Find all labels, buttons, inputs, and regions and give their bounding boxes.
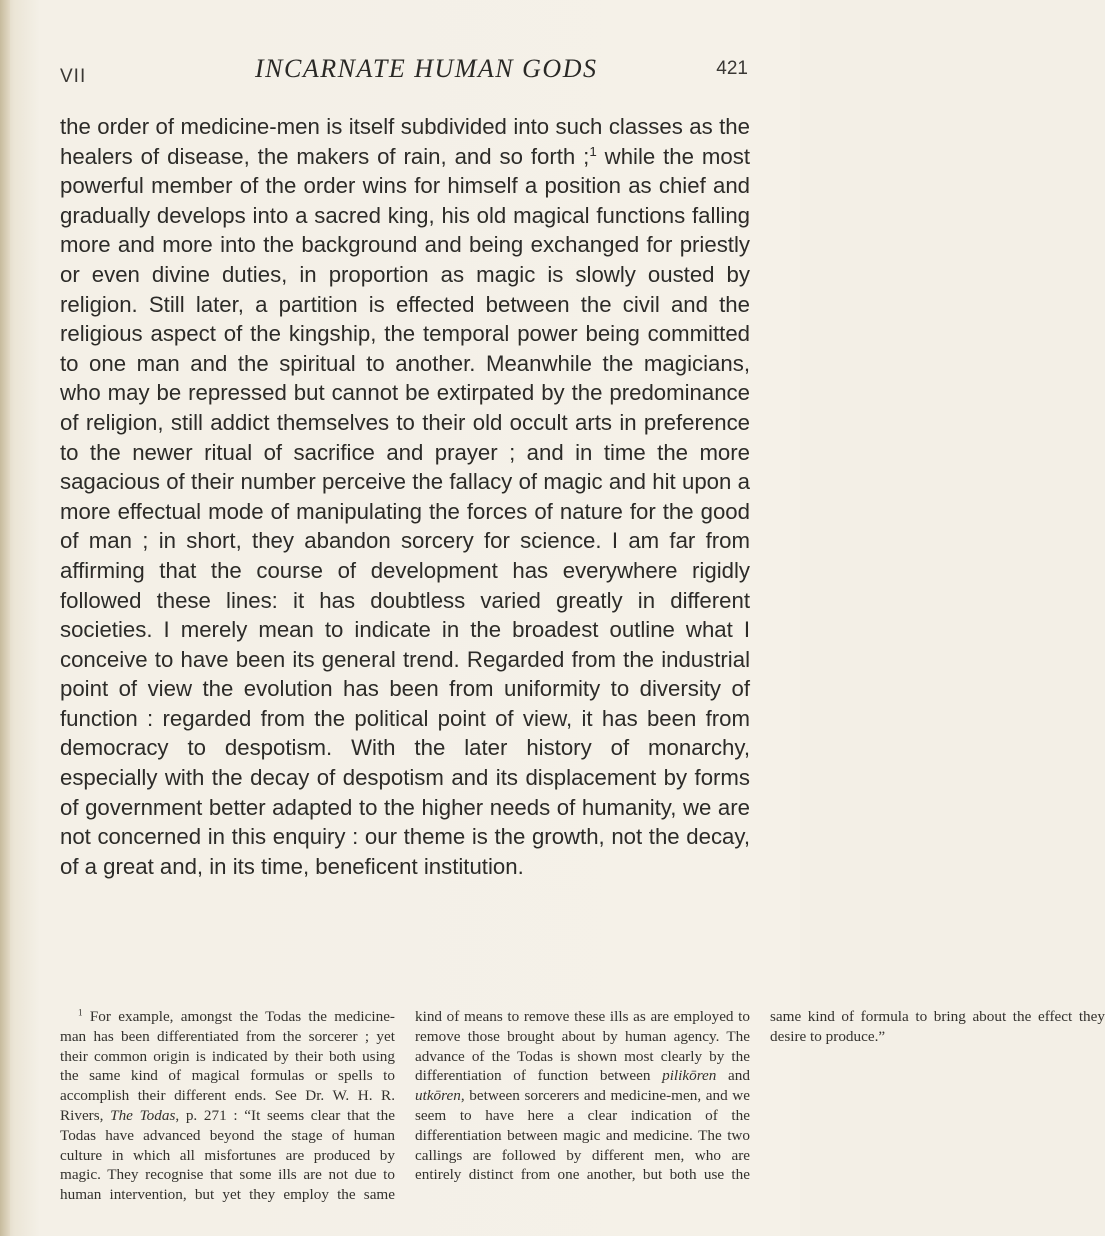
footnote-1 bbox=[60, 1007, 1105, 1207]
running-header bbox=[60, 50, 750, 90]
footnote-and: and bbox=[716, 1067, 750, 1085]
main-text bbox=[60, 112, 750, 881]
footnote-reference: 1 bbox=[589, 143, 597, 159]
page-gutter bbox=[0, 0, 10, 1236]
text-segment-1: the order of medicine-men is itself subdivided into such classes as the healers of disease, the makers of rain, and so forth ; bbox=[60, 114, 750, 169]
footnotes bbox=[60, 1007, 1105, 1207]
page-number: 421 bbox=[716, 58, 748, 79]
footnote-book-title: The Todas bbox=[110, 1106, 176, 1124]
footnote-text-2: , p. 271 : “It seems clear that the Todas have advanced beyond the stage of human culture in which all misfortunes are produced by magic. They recognise that some ills are not due to human intervention, but yet they employ the same kind of means to remove these ills as are employed to remove those brought about by human agency. The advance of the Todas is shown most clearly by the differentiation of function between bbox=[60, 1008, 750, 1204]
text-segment-2: while the most powerful member of the order wins for himself a position as chief and gradually develops into a sacred king, his old magical functions falling more and more into the background and being exchanged for priestly or even divine duties, in proportion as magic is slowly ousted by religion. Still later, a partition is effected between the civil and the religious aspect of the kingship, the temporal power being committed to one man and the spiritual to another. Meanwhile the magicians, who may be repressed but cannot be extirpated by the predominance of religion, still addict themselves to their old occult arts in preference to the newer ritual of sacrifice and prayer ; and in time the more sagacious of their number perceive the fallacy of magic and hit upon a more effectual mode of manipulating the forces of nature for the good of man ; in short, they abandon sorcery for science. I am far from affirming that the course of development has everywhere rigidly followed these lines: it has doubtless varied greatly in different societies. I merely mean to indicate in the broadest outline what I conceive to have been its general trend. Regarded from the industrial point of view the evolution has been from uniformity to diversity of function : regarded from the political point of view, it has been from democracy to despotism. With the later history of monarchy, especially with the decay of despotism and its displacement by forms of government better adapted to the higher needs of humanity, we are not concerned in this enquiry : our theme is the growth, not the decay, of a great and, in its time, beneficent institution. bbox=[60, 143, 750, 879]
footnote-marker: 1 bbox=[78, 1007, 83, 1018]
running-title: INCARNATE HUMAN GODS bbox=[255, 54, 598, 83]
footnote-term-1: pilikōren bbox=[662, 1067, 717, 1085]
footnote-term-2: utkōren bbox=[415, 1087, 461, 1105]
chapter-number: VII bbox=[60, 66, 87, 87]
footnote-text-3: , between sorcerers and medicine-men, and we seem to have here a clear indication of the differentiation between magic and medicine. The two callings are followed by different men, who are entirely distinct from one another, but both use the same kind of formula to bring about the effect they desire to produce.” bbox=[415, 1008, 1105, 1184]
footnote-text-1: For example, amongst the Todas the medicine-man has been differentiated from the sorcerer ; yet their common origin is indicated by their both using the same kind of magical formulas or spells to accomplish their different ends. See Dr. W. H. R. Rivers, bbox=[60, 1008, 395, 1124]
